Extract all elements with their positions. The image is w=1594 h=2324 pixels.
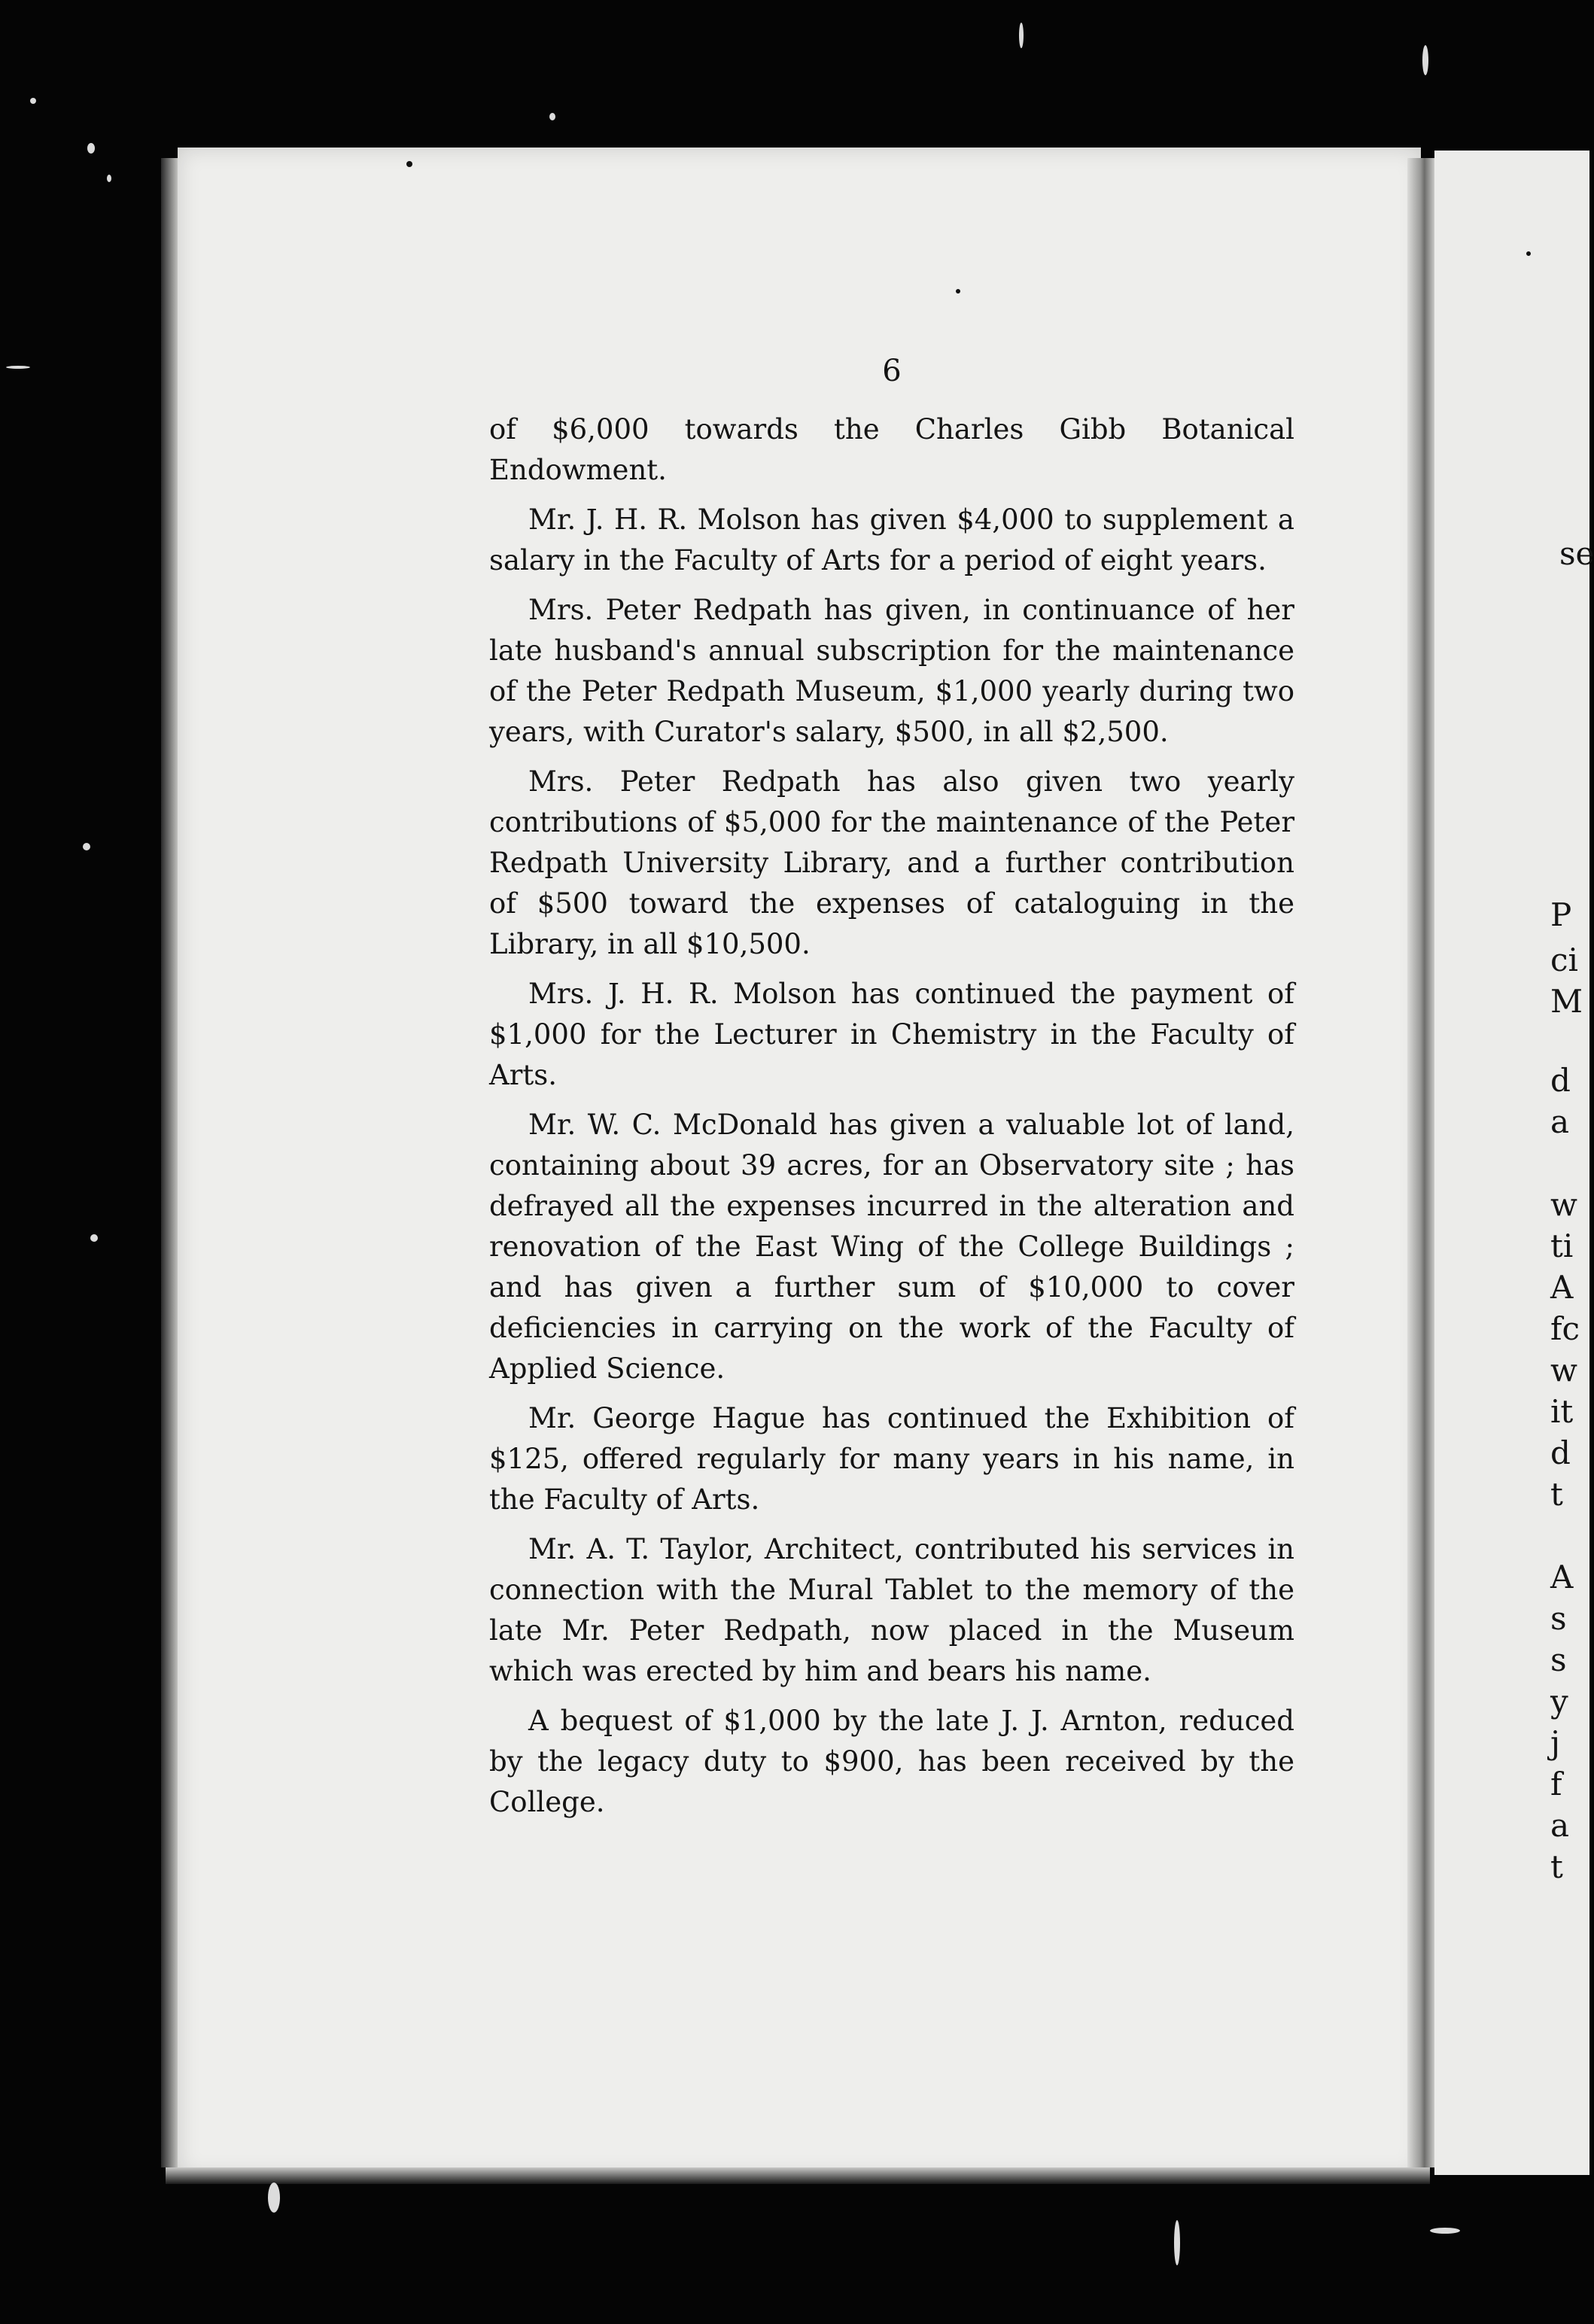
dust-speck (6, 366, 30, 369)
page-mark (406, 161, 412, 167)
facing-page-fragment: f (1550, 1766, 1562, 1802)
dust-speck (1174, 2220, 1180, 2265)
dust-speck (107, 175, 111, 182)
dust-speck (83, 843, 90, 850)
dust-speck (87, 143, 95, 154)
facing-page-fragment: ci (1550, 941, 1578, 978)
dust-speck (30, 98, 36, 104)
page-mark (956, 289, 960, 294)
paragraph: A bequest of $1,000 by the late J. J. Arnton, reduced by the legacy duty to $900, has been received by the College. (489, 1705, 1294, 1818)
page-edge-bottom (166, 2167, 1430, 2184)
facing-page-fragment: a (1550, 1103, 1570, 1140)
facing-page-fragment: s (1550, 1600, 1567, 1637)
facing-page-fragment: it (1550, 1393, 1574, 1430)
dust-speck (1422, 45, 1428, 75)
facing-page-fragment: d (1550, 1434, 1571, 1471)
facing-page-fragment: t (1550, 1848, 1563, 1885)
facing-page-fragment: d (1550, 1062, 1571, 1099)
facing-page-fragment: j (1550, 1724, 1561, 1761)
facing-page-fragment: s (1550, 1641, 1567, 1678)
page-mark (1526, 251, 1531, 256)
facing-page-fragment: M (1550, 983, 1583, 1020)
page-number: 6 (882, 354, 902, 388)
book-gutter (1407, 158, 1436, 2167)
facing-page-fragment: A (1550, 1269, 1574, 1306)
paragraph: Mr. A. T. Taylor, Architect, contributed his services in connection with the Mural Tablet to the memory of the late Mr. Peter Redpath, now placed in the Museum which was erected by him and bears his name. (489, 1533, 1294, 1687)
facing-page-fragment: w (1550, 1186, 1577, 1223)
paragraph: Mr. J. H. R. Molson has given $4,000 to supplement a salary in the Faculty of Arts for a period of eight years. (489, 503, 1294, 576)
facing-page-fragment: fc (1550, 1310, 1580, 1347)
dust-speck (90, 1234, 98, 1242)
facing-page-fragment: y (1550, 1683, 1568, 1720)
facing-page-fragment: t (1550, 1476, 1563, 1513)
page-content (489, 354, 1294, 1832)
paragraph: Mrs. Peter Redpath has given, in continuance of her late husband's annual subscription for the maintenance of the Peter Redpath Museum, $1,000 yearly during two years, with Curator's salary, $500, in all $2,500. (489, 594, 1294, 748)
facing-page-fragment: a (1550, 1807, 1570, 1844)
facing-page-fragment: ti (1550, 1227, 1574, 1264)
dust-speck (1430, 2228, 1460, 2234)
facing-page-fragment: P (1550, 896, 1572, 933)
paragraph: Mrs. Peter Redpath has also given two yearly contributions of $5,000 for the maintenance of the Peter Redpath University Library, and a further contribution of $500 toward the expenses of cataloguing in the Library, in all $10,500. (489, 765, 1294, 960)
dust-speck (268, 2183, 280, 2213)
facing-page-fragment: se (1559, 535, 1594, 572)
paragraph: Mr. George Hague has continued the Exhibition of $125, offered regularly for many years in his name, in the Faculty of Arts. (489, 1402, 1294, 1516)
paragraph: Mr. W. C. McDonald has given a valuable lot of land, containing about 39 acres, for an Observatory site ; has defrayed all the expenses incurred in the alteration and renovation of the East Wing of the College Buildings ; and has given a further sum of $10,000 to cover deficiencies in carrying on the work of the Faculty of Applied Science. (489, 1109, 1294, 1385)
facing-page (1434, 151, 1589, 2175)
facing-page-fragment: w (1550, 1352, 1577, 1389)
facing-page-fragment: A (1550, 1559, 1574, 1595)
paragraph: Mrs. J. H. R. Molson has continued the payment of $1,000 for the Lecturer in Chemistry in the Faculty of Arts. (489, 978, 1294, 1091)
dust-speck (549, 113, 555, 120)
page-edge-left (161, 158, 179, 2167)
paragraph: of $6,000 towards the Charles Gibb Botanical Endowment. (489, 413, 1294, 486)
dust-speck (1019, 23, 1024, 48)
